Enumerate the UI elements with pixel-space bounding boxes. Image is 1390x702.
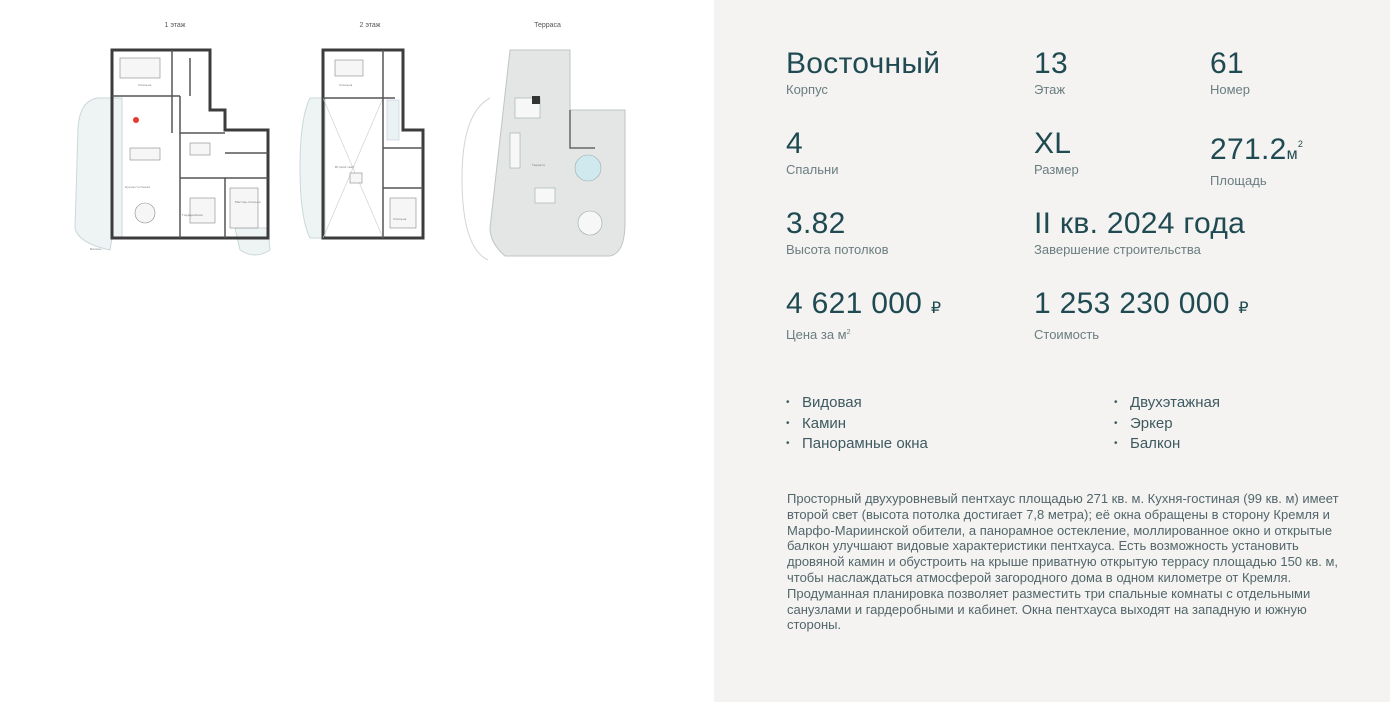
building-label: Корпус <box>786 82 828 97</box>
floor-1-drawing <box>70 38 280 264</box>
price-per-m2-label: Цена за м <box>786 327 847 342</box>
svg-text:Спальня: Спальня <box>339 83 353 87</box>
bullet-icon: • <box>1114 397 1118 408</box>
feature-item <box>1114 414 1220 435</box>
floor-2-drawing <box>295 38 445 264</box>
bullet-icon: • <box>786 397 790 408</box>
floor-2-title: 2 этаж <box>359 22 381 29</box>
bedrooms-value: 4 <box>786 127 803 160</box>
svg-text:Кухня-гостиная: Кухня-гостиная <box>125 185 150 189</box>
terrace-title: Терраса <box>534 22 561 29</box>
feature-item <box>786 414 928 435</box>
area-unit-sup: 2 <box>1297 139 1304 149</box>
svg-text:Мастер-спальня: Мастер-спальня <box>235 200 261 204</box>
area-value-row <box>1210 128 1303 171</box>
stat-bedrooms <box>786 128 838 177</box>
svg-text:Балкон: Балкон <box>90 247 102 251</box>
completion-value: II кв. 2024 года <box>1034 207 1246 240</box>
area-value: 271.2 <box>1210 133 1287 166</box>
feature-item <box>786 434 928 455</box>
svg-text:Спальня: Спальня <box>138 83 152 87</box>
price-per-m2-value: 4 621 000 <box>786 287 923 320</box>
svg-text:Гардеробная: Гардеробная <box>182 213 203 217</box>
svg-text:Второй свет: Второй свет <box>335 165 355 169</box>
ruble-icon: ₽ <box>1238 300 1249 317</box>
area-label: Площадь <box>1210 173 1267 188</box>
stat-number <box>1210 48 1250 97</box>
price-per-m2-label-row <box>786 327 941 342</box>
price-per-m2-label-sup: 2 <box>846 329 851 336</box>
feature-label: Двухэтажная <box>1130 394 1220 411</box>
size-value: XL <box>1034 127 1072 160</box>
total-price-value: 1 253 230 000 <box>1034 287 1230 320</box>
terrace-drawing <box>460 38 635 264</box>
features-list-left <box>786 393 928 455</box>
floor-value: 13 <box>1034 47 1068 80</box>
price-per-m2-row <box>786 288 941 325</box>
completion-label: Завершение строительства <box>1034 242 1201 257</box>
features-list-right <box>1114 393 1220 455</box>
number-value: 61 <box>1210 47 1244 80</box>
total-price-label: Стоимость <box>1034 327 1100 342</box>
feature-item <box>1114 434 1220 455</box>
stat-size <box>1034 128 1079 177</box>
ceiling-value: 3.82 <box>786 207 846 240</box>
floor-1-title: 1 этаж <box>164 22 186 29</box>
stat-floor <box>1034 48 1068 97</box>
building-value: Восточный <box>786 47 941 80</box>
feature-label: Камин <box>802 414 847 432</box>
stat-completion <box>1034 208 1245 257</box>
terrace-plan[interactable] <box>460 22 635 262</box>
feature-label: Панорамные окна <box>802 435 928 452</box>
bullet-icon: • <box>786 417 790 429</box>
number-label: Номер <box>1210 82 1251 97</box>
ceiling-label: Высота потолков <box>786 242 889 257</box>
stat-ceiling <box>786 208 889 257</box>
feature-label: Эркер <box>1130 414 1173 432</box>
area-unit: м <box>1286 146 1298 163</box>
floor-label: Этаж <box>1034 82 1066 97</box>
feature-item <box>786 393 928 414</box>
ruble-icon: ₽ <box>930 300 942 317</box>
apartment-description: Просторный двухуровневый пентхаус площадью 271 кв. м. Кухня-гостиная (99 кв. м) имеет второй свет (высота потолка достигает 7,8 метра); её окна обращены в сторону Кремля и Марфо-Мариинской обители, а панорамное остекление, моллированное окно и открытые балкон улучшают видовые характеристики пентхауса. Есть возможность установить дровяной камин и обустроить на крыше приватную открытую террасу площадью 150 кв. м, чтобы наслаждаться атмосферой загородного дома в одном километре от Кремля. Продуманная планировка позволяет разместить три спальные комнаты с отдельными санузлами и гардеробными и кабинет. Окна пентхауса выходят на западную и южную стороны. <box>787 491 1339 633</box>
svg-text:Терраса: Терраса <box>532 163 545 167</box>
stat-total-price <box>1034 288 1249 342</box>
bullet-icon: • <box>1114 438 1118 449</box>
feature-item <box>1114 393 1220 414</box>
bullet-icon: • <box>786 438 790 449</box>
bedrooms-label: Спальни <box>786 162 839 177</box>
total-price-row <box>1034 288 1249 325</box>
floor-2-plan[interactable] <box>295 22 445 262</box>
stat-building <box>786 48 940 97</box>
stat-area <box>1210 128 1303 188</box>
size-label: Размер <box>1034 162 1079 177</box>
feature-label: Балкон <box>1130 435 1181 452</box>
feature-label: Видовая <box>802 394 862 411</box>
stat-price-per-m2 <box>786 288 941 342</box>
bullet-icon: • <box>1114 417 1118 429</box>
floor-1-plan[interactable] <box>70 22 280 262</box>
svg-text:Спальня: Спальня <box>393 217 407 221</box>
